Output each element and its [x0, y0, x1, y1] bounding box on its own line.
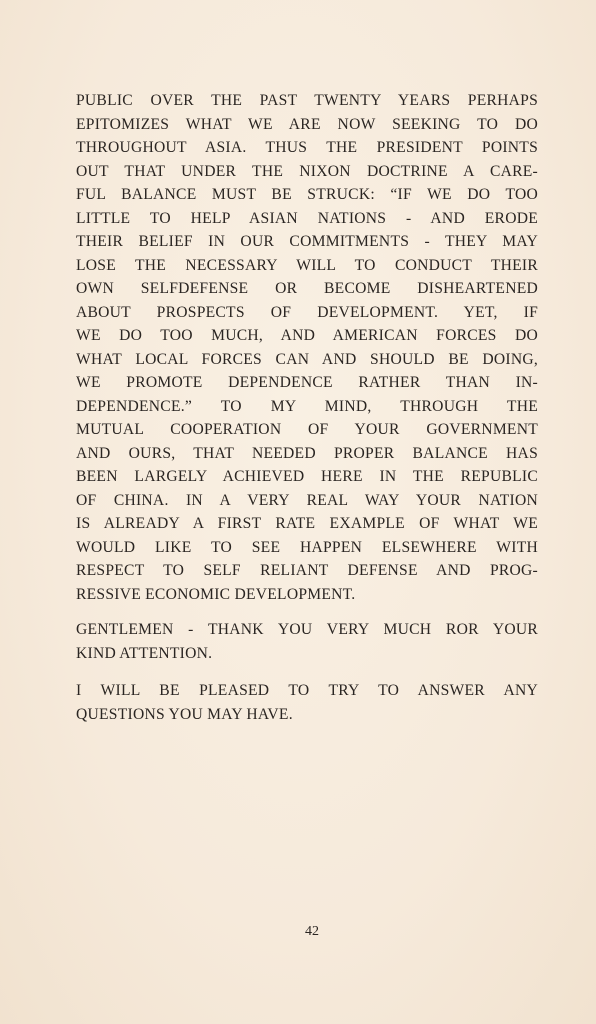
text-line: LOSE THE NECESSARY WILL TO CONDUCT THEIR: [76, 256, 538, 274]
text-line: PUBLIC OVER THE PAST TWENTY YEARS PERHAPS: [76, 92, 538, 109]
paragraph-3: [76, 679, 538, 726]
text-line: WOULD LIKE TO SEE HAPPEN ELSEWHERE WITH: [76, 538, 538, 556]
text-line: RESSIVE ECONOMIC DEVELOPMENT.: [76, 585, 356, 603]
text-line: I WILL BE PLEASED TO TRY TO ANSWER ANY: [76, 682, 538, 699]
text-line: MUTUAL COOPERATION OF YOUR GOVERNMENT: [76, 421, 538, 438]
text-line: OF CHINA. IN A VERY REAL WAY YOUR NATION: [76, 491, 538, 509]
text-line: LITTLE TO HELP ASIAN NATIONS - AND ERODE: [76, 209, 538, 227]
text-line: THROUGHOUT ASIA. THUS THE PRESIDENT POINTS: [76, 139, 538, 156]
text-line: QUESTIONS YOU MAY HAVE.: [76, 705, 293, 723]
text-line: RESPECT TO SELF RELIANT DEFENSE AND PROG-: [76, 562, 538, 579]
text-line: OWN SELFDEFENSE OR BECOME DISHEARTENED: [76, 280, 538, 297]
text-line: DEPENDENCE.” TO MY MIND, THROUGH THE: [76, 397, 538, 415]
text-line: WE DO TOO MUCH, AND AMERICAN FORCES DO: [76, 327, 538, 344]
text-line: AND OURS, THAT NEEDED PROPER BALANCE HAS: [76, 444, 538, 462]
text-line: ABOUT PROSPECTS OF DEVELOPMENT. YET, IF: [76, 303, 538, 321]
text-line: GENTLEMEN - THANK YOU VERY MUCH ROR YOUR: [76, 621, 538, 638]
text-line: THEIR BELIEF IN OUR COMMITMENTS - THEY MAY: [76, 233, 538, 250]
text-line: WHAT LOCAL FORCES CAN AND SHOULD BE DOING,: [76, 350, 538, 368]
text-line: FUL BALANCE MUST BE STRUCK: “IF WE DO TOO: [76, 186, 538, 203]
text-line: OUT THAT UNDER THE NIXON DOCTRINE A CARE-: [76, 162, 538, 180]
text-line: BEEN LARGELY ACHIEVED HERE IN THE REPUBLIC: [76, 468, 538, 485]
text-line: WE PROMOTE DEPENDENCE RATHER THAN IN-: [76, 374, 538, 391]
text-line: IS ALREADY A FIRST RATE EXAMPLE OF WHAT WE: [76, 515, 538, 532]
text-line: KIND ATTENTION.: [76, 644, 213, 662]
paragraph-1: [76, 89, 538, 606]
text-line: EPITOMIZES WHAT WE ARE NOW SEEKING TO DO: [76, 115, 538, 133]
page-number: 42: [305, 924, 319, 939]
paragraph-2: [76, 618, 538, 665]
